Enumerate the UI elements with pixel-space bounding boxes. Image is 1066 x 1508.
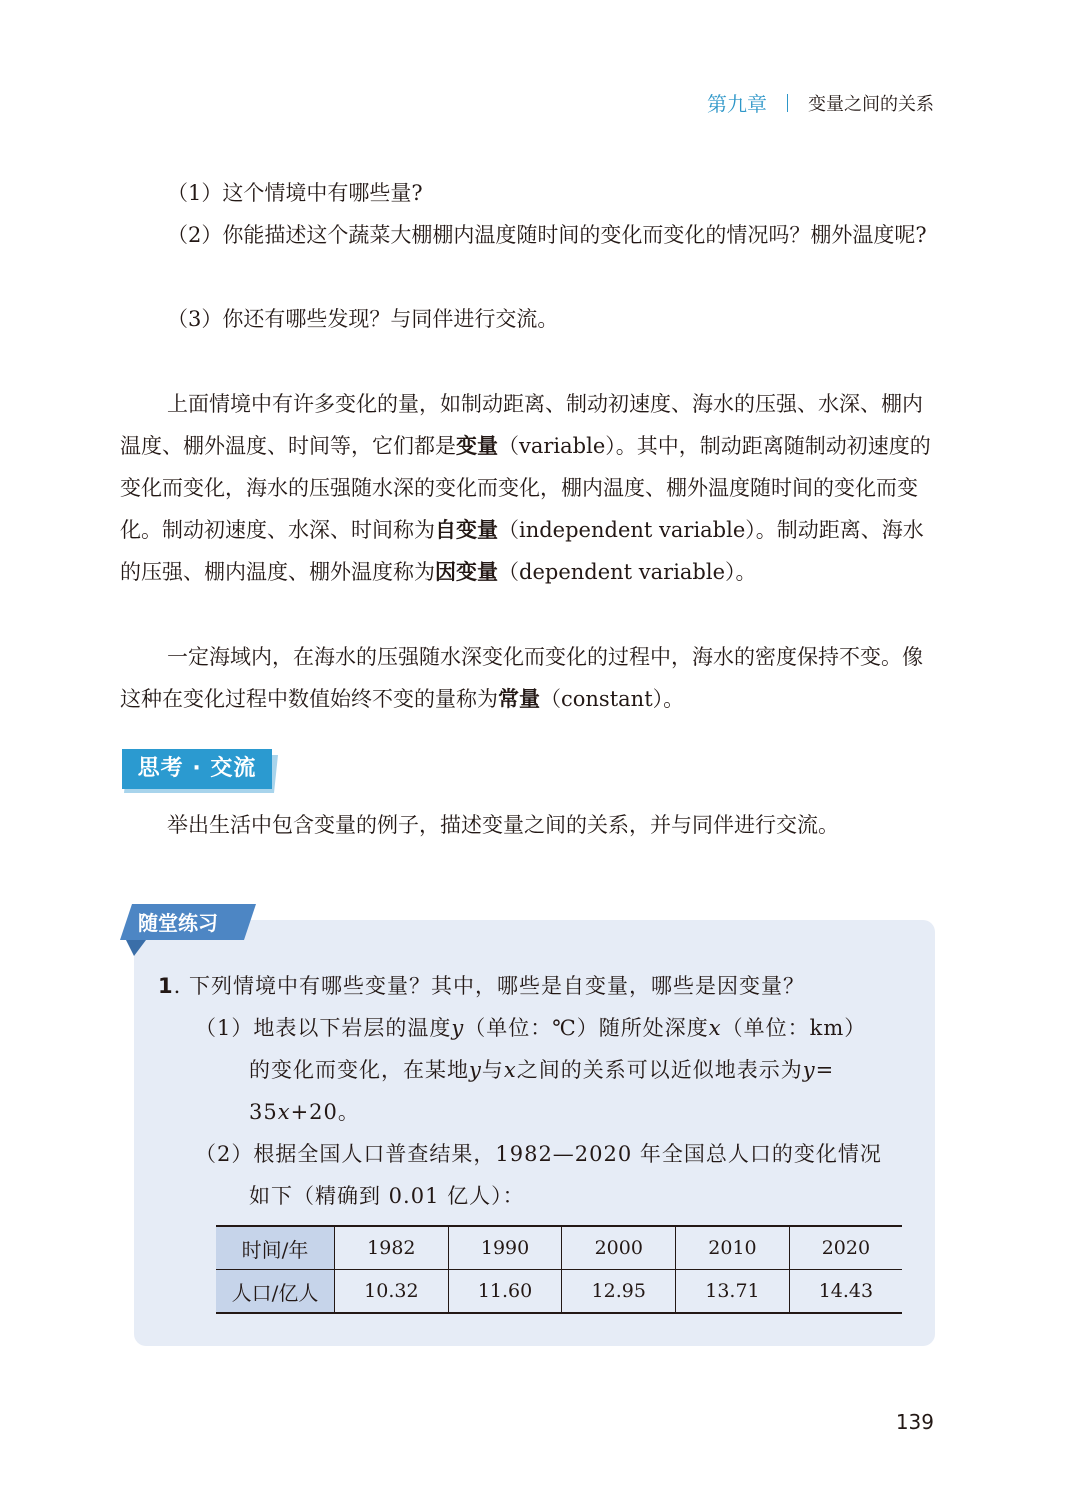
chapter-title: 变量之间的关系 — [808, 93, 934, 115]
running-header — [707, 88, 934, 117]
population-cell: 11.60 — [448, 1270, 562, 1314]
population-cell: 13.71 — [676, 1270, 790, 1314]
var-x: x — [503, 1058, 517, 1082]
population-cell: 14.43 — [789, 1270, 902, 1314]
population-cell: 12.95 — [562, 1270, 676, 1314]
para1-text-3: （independent variable）。制动距离、海水的压强、棚内温度、棚外温度称为 — [120, 518, 924, 584]
population-cell: 10.32 — [335, 1270, 449, 1314]
sub1-coefficient: 35 — [249, 1100, 278, 1124]
question-2: （2）你能描述这个蔬菜大棚棚内温度随时间的变化而变化的情况吗？棚外温度呢? — [167, 223, 927, 247]
para2-text-2: （constant）。 — [540, 687, 685, 711]
term-constant: 常量 — [498, 687, 540, 711]
var-x: x — [708, 1016, 722, 1040]
year-cell: 2020 — [789, 1226, 902, 1270]
var-y: y — [451, 1016, 465, 1040]
population-table — [216, 1225, 902, 1314]
para1-text-1: 上面情境中有许多变化的量，如制动距离、制动初速度、海水的压强、水深、棚内温度、棚外温度、时间等，它们都是 — [120, 392, 923, 458]
sub1-line2b: 与 — [481, 1058, 504, 1082]
sub1-constant-term: +20。 — [290, 1100, 360, 1124]
term-independent-variable: 自变量 — [435, 518, 498, 542]
sub1-equals: = — [815, 1058, 835, 1082]
var-y: y — [469, 1058, 482, 1082]
var-y: y — [802, 1058, 816, 1082]
year-cell: 2000 — [562, 1226, 676, 1270]
year-cell: 1990 — [448, 1226, 562, 1270]
exercise-tag — [120, 904, 256, 956]
sub1-line2c: 之间的关系可以近似地表示为 — [516, 1058, 803, 1082]
question-3: （3）你还有哪些发现？与同伴进行交流。 — [167, 307, 559, 331]
para1-text-4: （dependent variable）。 — [498, 560, 757, 584]
sub-question-1-line-1 — [195, 1007, 866, 1049]
sub-question-2-line-2: 如下（精确到 0.01 亿人）： — [249, 1184, 525, 1208]
think-discuss-label: 思考 · 交流 — [137, 756, 257, 781]
row-header-time: 时间/年 — [216, 1226, 335, 1270]
sub-question-2-line-1: （2）根据全国人口普查结果，1982—2020 年全国总人口的变化情况 — [195, 1142, 882, 1166]
exercise-question-1 — [158, 965, 805, 1007]
question-number: 1 — [158, 974, 174, 998]
row-header-population: 人口/亿人 — [216, 1270, 335, 1314]
year-cell: 2010 — [676, 1226, 790, 1270]
think-discuss-tag — [122, 749, 276, 793]
question-1: （1）这个情境中有哪些量? — [167, 181, 423, 205]
var-x: x — [277, 1100, 291, 1124]
question-text: . 下列情境中有哪些变量？其中，哪些是自变量，哪些是因变量？ — [173, 974, 805, 998]
exercise-label: 随堂练习 — [138, 911, 218, 935]
table-row-population — [216, 1270, 902, 1314]
year-cell: 1982 — [335, 1226, 449, 1270]
term-variable: 变量 — [456, 434, 498, 458]
chapter-label: 第九章 — [707, 92, 767, 116]
sub1-unit-depth: （单位：km） — [721, 1016, 867, 1040]
table-row-years — [216, 1226, 902, 1270]
term-dependent-variable: 因变量 — [435, 560, 498, 584]
para1-text-2: （variable）。其中，制动距离随制动初速度的变化而变化，海水的压强随水深的变化而变化，棚内温度、棚外温度随时间的变化而变化。制动初速度、水深、时间称为 — [120, 434, 931, 542]
think-discuss-text: 举出生活中包含变量的例子，描述变量之间的关系，并与同伴进行交流。 — [167, 813, 839, 837]
header-divider — [787, 94, 788, 112]
paragraph-constant — [120, 636, 935, 720]
para2-text-1: 一定海域内，在海水的压强随水深变化而变化的过程中，海水的密度保持不变。像这种在变化过程中数值始终不变的量称为 — [120, 645, 923, 711]
sub1-unit-temp: （单位：℃）随所处深度 — [464, 1016, 709, 1040]
sub1-line2a: 的变化而变化，在某地 — [249, 1058, 469, 1082]
sub-question-1-line-2 — [249, 1049, 834, 1091]
paragraph-variables — [120, 383, 935, 593]
sub1-prefix: （1）地表以下岩层的温度 — [195, 1016, 452, 1040]
page-number: 139 — [895, 1410, 934, 1434]
sub-question-1-line-3 — [249, 1091, 360, 1133]
